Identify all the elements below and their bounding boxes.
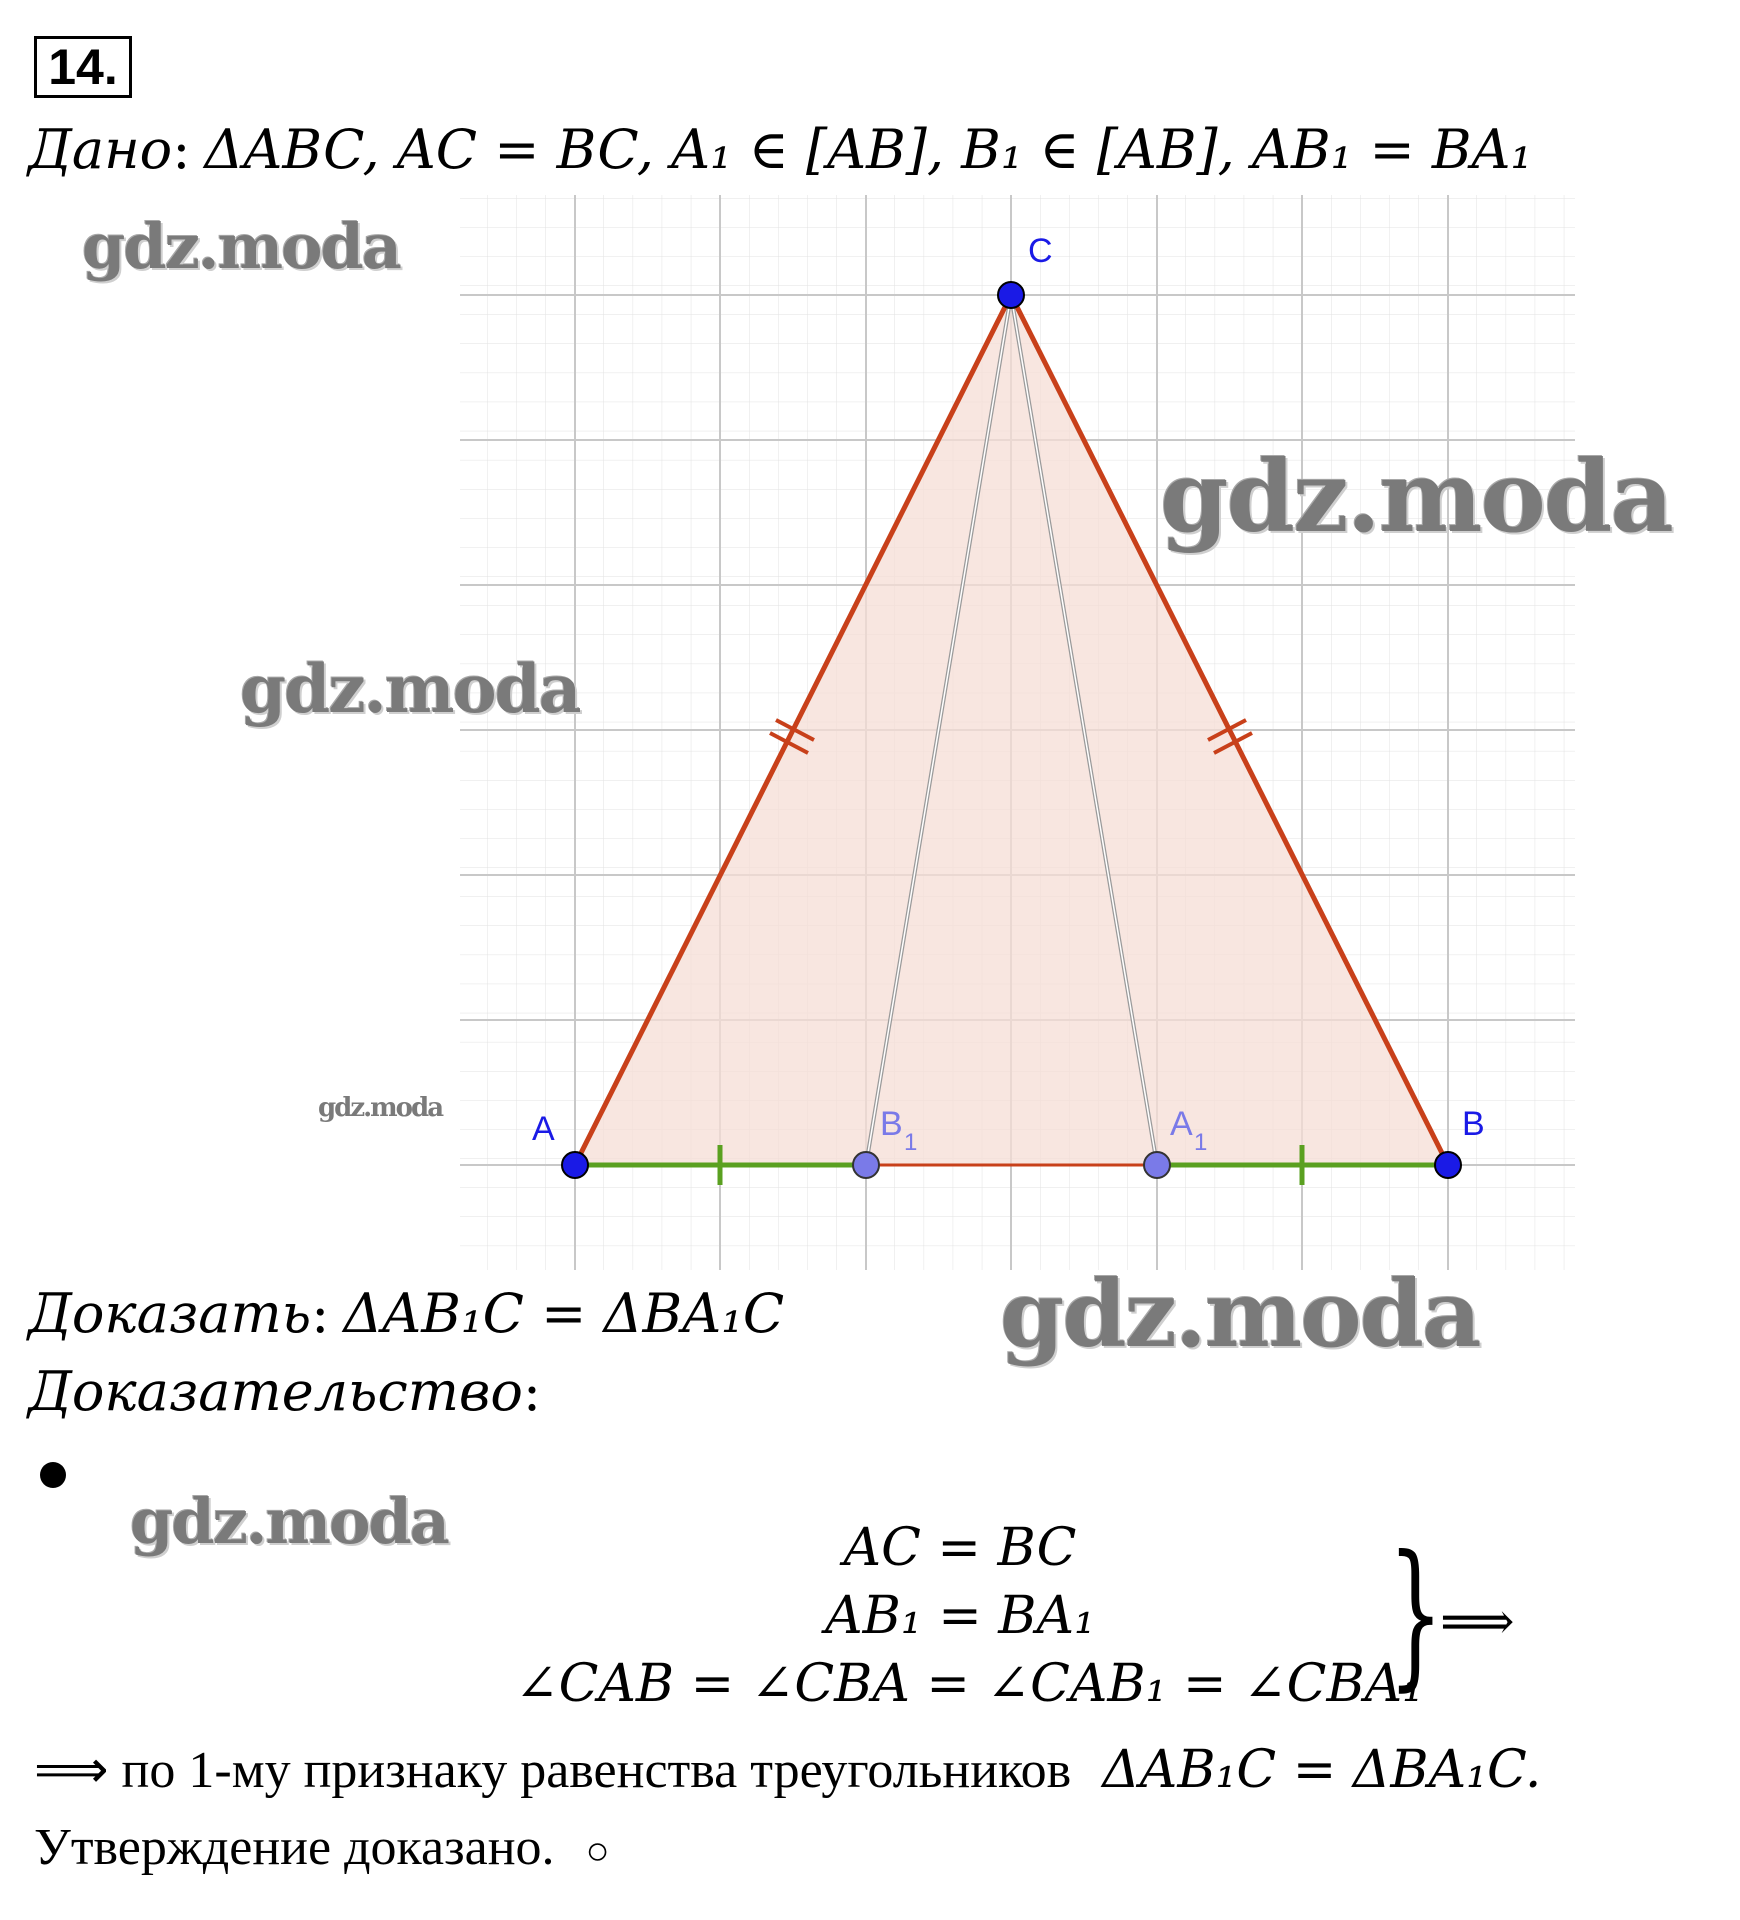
proof-heading: Доказательство: [28, 1360, 542, 1423]
system-line-2: AB₁ = BA₁ [825, 1586, 1095, 1646]
label-B1: B [880, 1105, 903, 1143]
watermark: gdz.moda [82, 210, 400, 283]
watermark: gdz.moda [318, 1093, 443, 1123]
final-line [34, 1818, 610, 1877]
point-B [1435, 1152, 1461, 1178]
conclusion-math: ΔAB₁C = ΔBA₁C. [1102, 1740, 1542, 1800]
label-A: A [532, 1110, 555, 1148]
point-B1 [853, 1152, 879, 1178]
point-A [562, 1152, 588, 1178]
given-line: Дано: ΔABC, AC = BC, A₁ ∈ [AB], B₁ ∈ [AB], AB₁ = BA₁ [28, 118, 1533, 181]
conclusion-line [34, 1740, 1541, 1800]
watermark: gdz.moda [130, 1485, 448, 1558]
label-C: C [1028, 232, 1053, 270]
bullet [40, 1462, 66, 1488]
conclusion-text: ⟹ по 1-му признаку равенства треугольников [34, 1742, 1072, 1799]
watermark: gdz.moda [240, 650, 580, 728]
system-line-3: ∠CAB = ∠CBA = ∠CAB₁ = ∠CBA₁ [515, 1654, 1424, 1714]
final-mark: ○ [585, 1828, 610, 1873]
label-A1: A [1170, 1105, 1193, 1143]
label-B: B [1462, 1105, 1485, 1143]
given-label: Дано [28, 118, 173, 181]
label-A1-sub: 1 [1194, 1129, 1208, 1156]
implies-arrow: ⟹ [1440, 1592, 1515, 1652]
watermark: gdz.moda [1160, 440, 1672, 555]
prove-line: Доказать: ΔAB₁C = ΔBA₁C [28, 1282, 785, 1345]
system-brace: } [1388, 1522, 1444, 1706]
point-A1 [1144, 1152, 1170, 1178]
proof-label: Доказательство [28, 1360, 523, 1423]
prove-label: Доказать [28, 1282, 312, 1345]
prove-statement: ΔAB₁C = ΔBA₁C [343, 1282, 785, 1345]
label-B1-sub: 1 [904, 1129, 918, 1156]
watermark: gdz.moda [1000, 1260, 1480, 1368]
point-C [998, 282, 1024, 308]
final-text: Утверждение доказано. [34, 1819, 555, 1876]
given-statement: ΔABC, AC = BC, A₁ ∈ [AB], B₁ ∈ [AB], AB₁ = BA₁ [204, 118, 1533, 181]
problem-number: 14. [34, 36, 132, 98]
system-line-1: AC = BC [843, 1518, 1077, 1578]
triangle-diagram [460, 195, 1580, 1270]
